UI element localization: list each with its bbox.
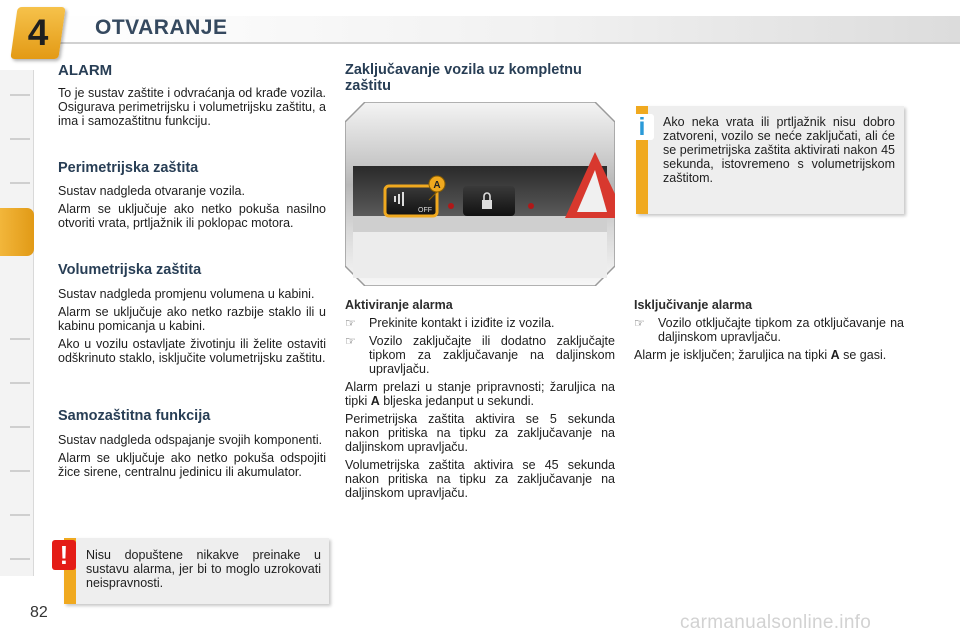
perimeter-text-1: Sustav nadgleda otvaranje vozila. [58,184,245,198]
activation-bullet-2: Vozilo zaključajte ili dodatno zaključajte tipkom za zaključavanje na daljinskom upravljaču. [369,334,615,376]
deactivation-section [634,298,904,366]
chapter-number: 4 [27,12,49,53]
tab-divider [10,514,30,516]
page-title: OTVARANJE [95,16,228,39]
activation-heading: Aktiviranje alarma [345,298,453,312]
alarm-button-photo [345,102,615,286]
bullet-icon: ☞ [345,316,356,330]
callout-a-label: A [433,180,441,191]
tab-divider [10,470,30,472]
activation-text-1c: bljeska jedanput u sekundi. [379,394,535,408]
activation-text-1b: A [370,394,380,408]
activation-text-2: Perimetrijska zaštita aktivira se 5 sekunda nakon pritiska na tipku za zaključavanje na daljinskom upravljaču. [345,412,615,454]
activation-text-1a: Alarm prelazi u stanje pripravnosti; žaruljica na tipki [345,380,615,408]
self-protection-text-2: Alarm se uključuje ako netko pokuša odspojiti žice sirene, centralnu jedinicu ili akumulator. [58,451,326,479]
alarm-intro [58,86,326,132]
page-number: 82 [30,604,48,621]
info-icon: i [630,114,654,140]
tab-divider [10,138,30,140]
alarm-intro-text: To je sustav zaštite i odvraćanja od krađe vozila. Osigurava perimetrijsku i volumetrijsku zaštitu, a ima i samozaštitnu funkciju. [58,86,326,128]
list-item [345,334,615,376]
deactivation-heading: Isključivanje alarma [634,298,753,312]
active-chapter-tab [0,208,34,256]
perimeter-heading: Perimetrijska zaštita [58,160,199,176]
activation-text-1 [345,380,615,408]
bullet-icon: ☞ [634,316,645,330]
volume-text-1: Sustav nadgleda promjenu volumena u kabini. [58,287,315,301]
deactivation-text-1b: A [830,348,840,362]
deactivation-text-1 [634,348,904,362]
tab-divider [10,426,30,428]
volume-text-3: Ako u vozilu ostavljate životinju ili želite ostaviti odškrinuto staklo, isključite volumetrijsku zaštitu. [58,337,326,365]
list-item [634,316,904,344]
activation-bullet-1: Prekinite kontakt i iziđite iz vozila. [369,316,555,330]
warning-text: Nisu dopuštene nikakve preinake u sustavu alarma, jer bi to moglo uzrokovati neispravnosti. [86,548,321,590]
info-box [636,106,904,214]
alarm-heading: ALARM [58,62,113,79]
header-divider [44,42,960,44]
volume-section [58,287,326,369]
tab-divider [10,558,30,560]
list-item [345,316,615,330]
warning-box [64,538,329,604]
tab-divider [10,182,30,184]
deactivation-text-1c: se gasi. [839,348,887,362]
deactivation-text-1a: Alarm je isključen; žaruljica na tipki [634,348,831,362]
perimeter-section [58,184,326,234]
volume-heading: Volumetrijska zaštita [58,262,202,278]
watermark: carmanualsonline.info [680,612,872,633]
tab-divider [10,338,30,340]
tab-divider [10,382,30,384]
volume-text-2: Alarm se uključuje ako netko razbije staklo ili u kabinu pomicanja u kabini. [58,305,326,333]
self-protection-text-1: Sustav nadgleda odspajanje svojih komponenti. [58,433,323,447]
activation-section [345,298,615,504]
perimeter-text-2: Alarm se uključuje ako netko pokuša nasilno otvoriti vrata, prtljažnik ili poklopac motora. [58,202,326,230]
activation-text-3: Volumetrijska zaštita aktivira se 45 sekunda nakon pritiska na tipku za zaključavanje na daljinskom upravljaču. [345,458,615,500]
chapter-tab-strip [0,70,34,576]
info-text: Ako neka vrata ili prtljažnik nisu dobro zatvoreni, vozilo se neće zaključati, ali će se perimetrijska zaštita aktivirati nakon 45 sekunda, istovremeno s volumetrijskom zaštitom. [663,115,895,185]
exclamation-icon: ! [52,540,76,570]
deactivation-bullet-1: Vozilo otključajte tipkom za otključavanje na daljinskom upravljaču. [658,316,904,344]
bullet-icon: ☞ [345,334,356,348]
self-protection-heading: Samozaštitna funkcija [58,408,211,424]
button-off-label: OFF [418,207,432,214]
lock-heading: Zaključavanje vozila uz kompletnu zaštitu [345,62,582,94]
tab-divider [10,94,30,96]
self-protection-section [58,433,326,483]
